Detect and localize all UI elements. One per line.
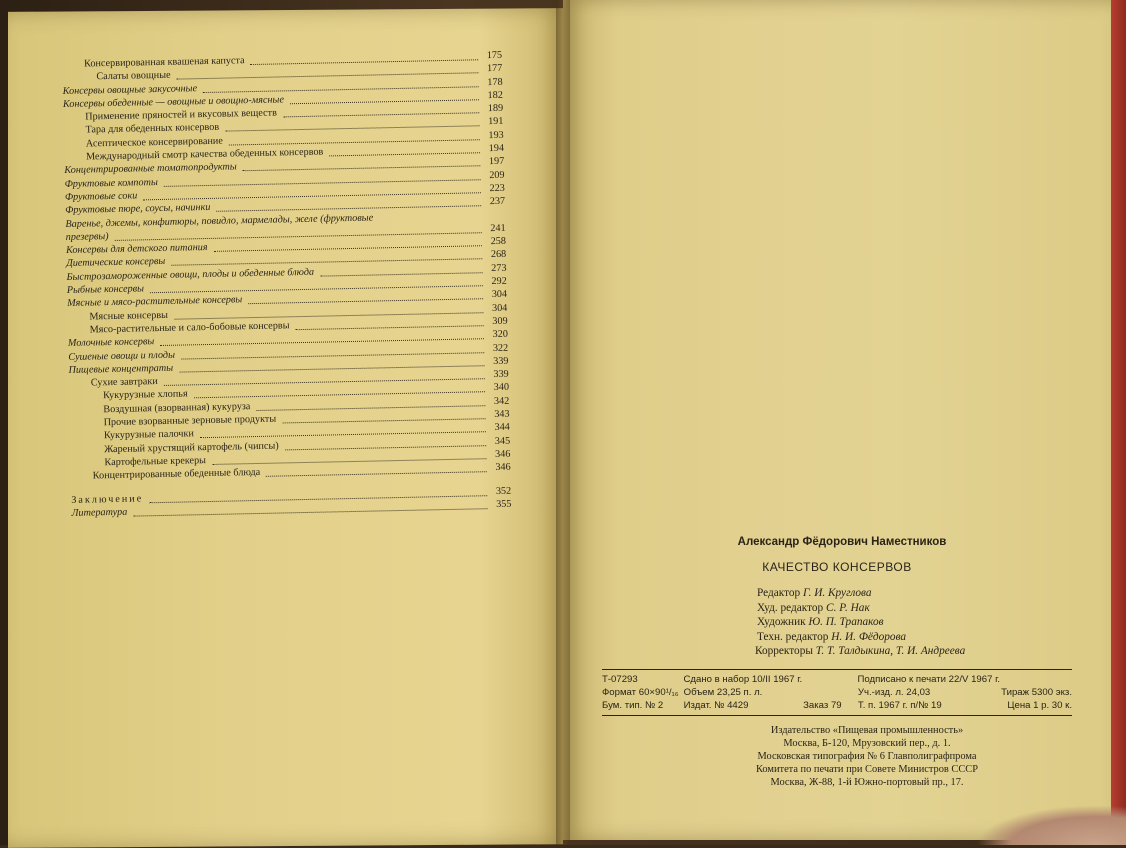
toc-entry-title: Жареный хрустящий картофель (чипсы) xyxy=(104,440,279,455)
toc-entry-page: 304 xyxy=(491,302,508,314)
toc-entry-page: 345 xyxy=(494,435,511,447)
toc-entry-page: 175 xyxy=(486,49,503,62)
table-cell xyxy=(803,686,858,699)
toc-entry-page: 304 xyxy=(491,289,508,301)
table-cell: Т. п. 1967 г. п/№ 19 xyxy=(857,699,942,711)
toc-entry-page: 343 xyxy=(494,408,510,421)
table-cell: Уч.-изд. л. 24,03 xyxy=(857,686,931,698)
toc-entry-title: Картофельные крекеры xyxy=(104,454,207,469)
toc-entry-title: Прочие взорванные зерновые продукты xyxy=(103,413,277,429)
toc-entry-page: 197 xyxy=(488,156,505,168)
toc-entry-title: Консервы для детского питания xyxy=(65,242,208,257)
credit-role: Худ. редактор xyxy=(757,601,827,614)
credit-name: Н. И. Фёдорова xyxy=(831,630,907,643)
toc-entry-page: 193 xyxy=(488,129,504,141)
printing-data-table xyxy=(602,669,1072,716)
credit-role: Редактор xyxy=(757,587,804,599)
credit-line xyxy=(757,601,1072,616)
thumb xyxy=(976,805,1126,845)
credit-name: Ю. П. Трапаков xyxy=(808,616,884,628)
toc-entry-title: Мясные и мясо-растительные консервы xyxy=(67,294,243,310)
table-cell: Издат. № 4429 xyxy=(683,699,749,711)
credit-line xyxy=(755,644,1072,659)
publisher-line: Московская типография № 6 Главполиграфпрома xyxy=(757,750,977,762)
credit-role: Художник xyxy=(757,616,809,628)
table-cell: Объем 23,25 п. л. xyxy=(683,686,763,698)
toc-entry-page: 237 xyxy=(489,196,506,208)
toc-entry-title: Мясные консервы xyxy=(89,309,169,323)
table-cell: Цена 1 р. 30 к. xyxy=(1007,699,1072,711)
toc-entry-page: 182 xyxy=(487,89,503,101)
table-row xyxy=(602,686,1072,699)
toc-entry-title: презервы) xyxy=(65,230,109,243)
toc-entry-page: 209 xyxy=(489,169,505,181)
table-cell: Заказ 79 xyxy=(803,699,842,711)
table-row xyxy=(602,699,1072,712)
table-cell: Формат 60×90¹/₁₆ xyxy=(602,686,679,698)
toc-entry-title: Рыбные консервы xyxy=(66,283,145,296)
toc-entry-page: 355 xyxy=(496,498,512,510)
toc-entry-title: Консервы овощные закусочные xyxy=(62,82,198,97)
toc-entry-title: Фруктовые пюре, соусы, начинки xyxy=(65,202,211,217)
credit-line xyxy=(757,586,1072,601)
toc-entry-title: Сушеные овощи и плоды xyxy=(68,349,176,363)
table-cell: Сдано в набор 10/II 1967 г. xyxy=(683,673,803,685)
author-name: Александр Фёдорович Наместников xyxy=(737,536,947,548)
credit-role: Техн. редактор xyxy=(757,630,832,643)
credits-list xyxy=(757,586,1072,659)
toc-entry-page: 241 xyxy=(490,222,506,234)
toc-entry-title: Быстрозамороженные овощи, плоды и обеденные блюда xyxy=(66,266,315,283)
table-row xyxy=(602,673,1072,686)
publisher-line: Издательство «Пищевая промышленность» xyxy=(770,724,964,736)
toc-entry-title: Заключение xyxy=(71,492,144,506)
toc-entry-title: Фруктовые соки xyxy=(64,190,138,203)
table-cell xyxy=(997,673,1072,686)
toc-entry-page: 223 xyxy=(489,182,505,195)
toc-entry-page: 178 xyxy=(487,76,503,88)
toc-entry-title: Международный смотр качества обеденных консервов xyxy=(85,146,324,163)
toc-entry-title: Консервы обеденные — овощные и овощно-мясные xyxy=(62,94,285,110)
toc-entry-title: Асептическое консервирование xyxy=(85,135,223,150)
credit-name: Г. И. Круглова xyxy=(803,587,872,599)
credit-line xyxy=(757,630,1072,645)
toc-entry-page: 320 xyxy=(492,328,509,341)
table-cell: Т-07293 xyxy=(602,673,638,685)
imprint-block xyxy=(602,536,1072,790)
table-cell xyxy=(803,673,858,686)
publisher-info xyxy=(662,724,1072,790)
toc-entry-page: 322 xyxy=(492,342,509,354)
toc-entry-page: 191 xyxy=(488,116,504,128)
toc-entry-page: 189 xyxy=(487,102,504,115)
book-gutter xyxy=(556,0,570,845)
publisher-line: Москва, Б-120, Мрузовский пер., д. 1. xyxy=(783,737,951,749)
toc-entry-page: 292 xyxy=(491,275,507,288)
toc-entry-page: 309 xyxy=(492,315,508,327)
toc-entry-page: 194 xyxy=(488,142,505,155)
toc-entry-title: Концентрированные томатопродукты xyxy=(64,161,237,177)
toc-entry-page: 344 xyxy=(494,422,510,434)
toc-entry-page: 346 xyxy=(495,448,511,460)
publisher-line: Комитета по печати при Совете Министров СССР xyxy=(755,764,979,776)
toc-entry-title: Диетические консервы xyxy=(66,256,166,270)
table-cell: Тираж 5300 экз. xyxy=(1001,686,1072,698)
toc-entry-page: 339 xyxy=(493,368,509,381)
toc-entry-title: Фруктовые компоты xyxy=(64,176,158,190)
credit-line xyxy=(757,615,1072,630)
toc-entry-title: Кукурузные хлопья xyxy=(102,388,188,402)
toc-entry-title: Тара для обеденных консервов xyxy=(85,122,220,137)
toc-entry-title: Варенье, джемы, конфитюры, повидло, мармелады, желе (фруктовые xyxy=(65,212,374,230)
toc-entry-title: Кукурузные палочки xyxy=(103,428,194,442)
publisher-line: Москва, Ж-88, 1-й Южно-портовый пр., 17. xyxy=(770,777,964,789)
table-of-contents xyxy=(62,49,512,520)
toc-entry-title: Пищевые концентраты xyxy=(68,362,174,376)
toc-entry-title: Сухие завтраки xyxy=(90,376,158,389)
toc-entry-title: Молочные консервы xyxy=(67,336,155,350)
credit-name: Т. Т. Талдыкина, Т. И. Андреева xyxy=(815,645,966,657)
credit-name: С. Р. Нак xyxy=(826,601,870,614)
toc-entry-page: 342 xyxy=(493,395,510,407)
toc-entry-page: 177 xyxy=(486,63,503,75)
credit-role: Корректоры xyxy=(755,645,816,657)
toc-entry-title: Воздушная (взорванная) кукуруза xyxy=(103,400,251,415)
toc-entry-title: Литература xyxy=(71,506,128,519)
book-title: КАЧЕСТВО КОНСЕРВОВ xyxy=(762,560,912,574)
toc-entry-title: Салаты овощные xyxy=(96,70,171,83)
table-cell: Подписано к печати 22/V 1967 г. xyxy=(857,673,1001,685)
toc-entry-page: 346 xyxy=(495,461,511,474)
toc-entry-title: Концентрированные обеденные блюда xyxy=(92,467,261,482)
toc-entry-page: 268 xyxy=(490,249,507,261)
toc-entry-page: 340 xyxy=(493,382,510,394)
toc-entry-title: Мясо-растительные и сало-бобовые консервы xyxy=(89,320,290,336)
toc-entry-title: Применение пряностей и вкусовых веществ xyxy=(85,107,277,123)
table-cell: Бум. тип. № 2 xyxy=(602,699,664,711)
toc-entry-page: 258 xyxy=(490,235,507,248)
toc-entry-page: 339 xyxy=(493,355,509,367)
toc-entry-page: 352 xyxy=(495,485,512,497)
toc-entry-title: Консервированная квашеная капуста xyxy=(84,55,245,70)
toc-entry-page: 273 xyxy=(491,262,507,274)
